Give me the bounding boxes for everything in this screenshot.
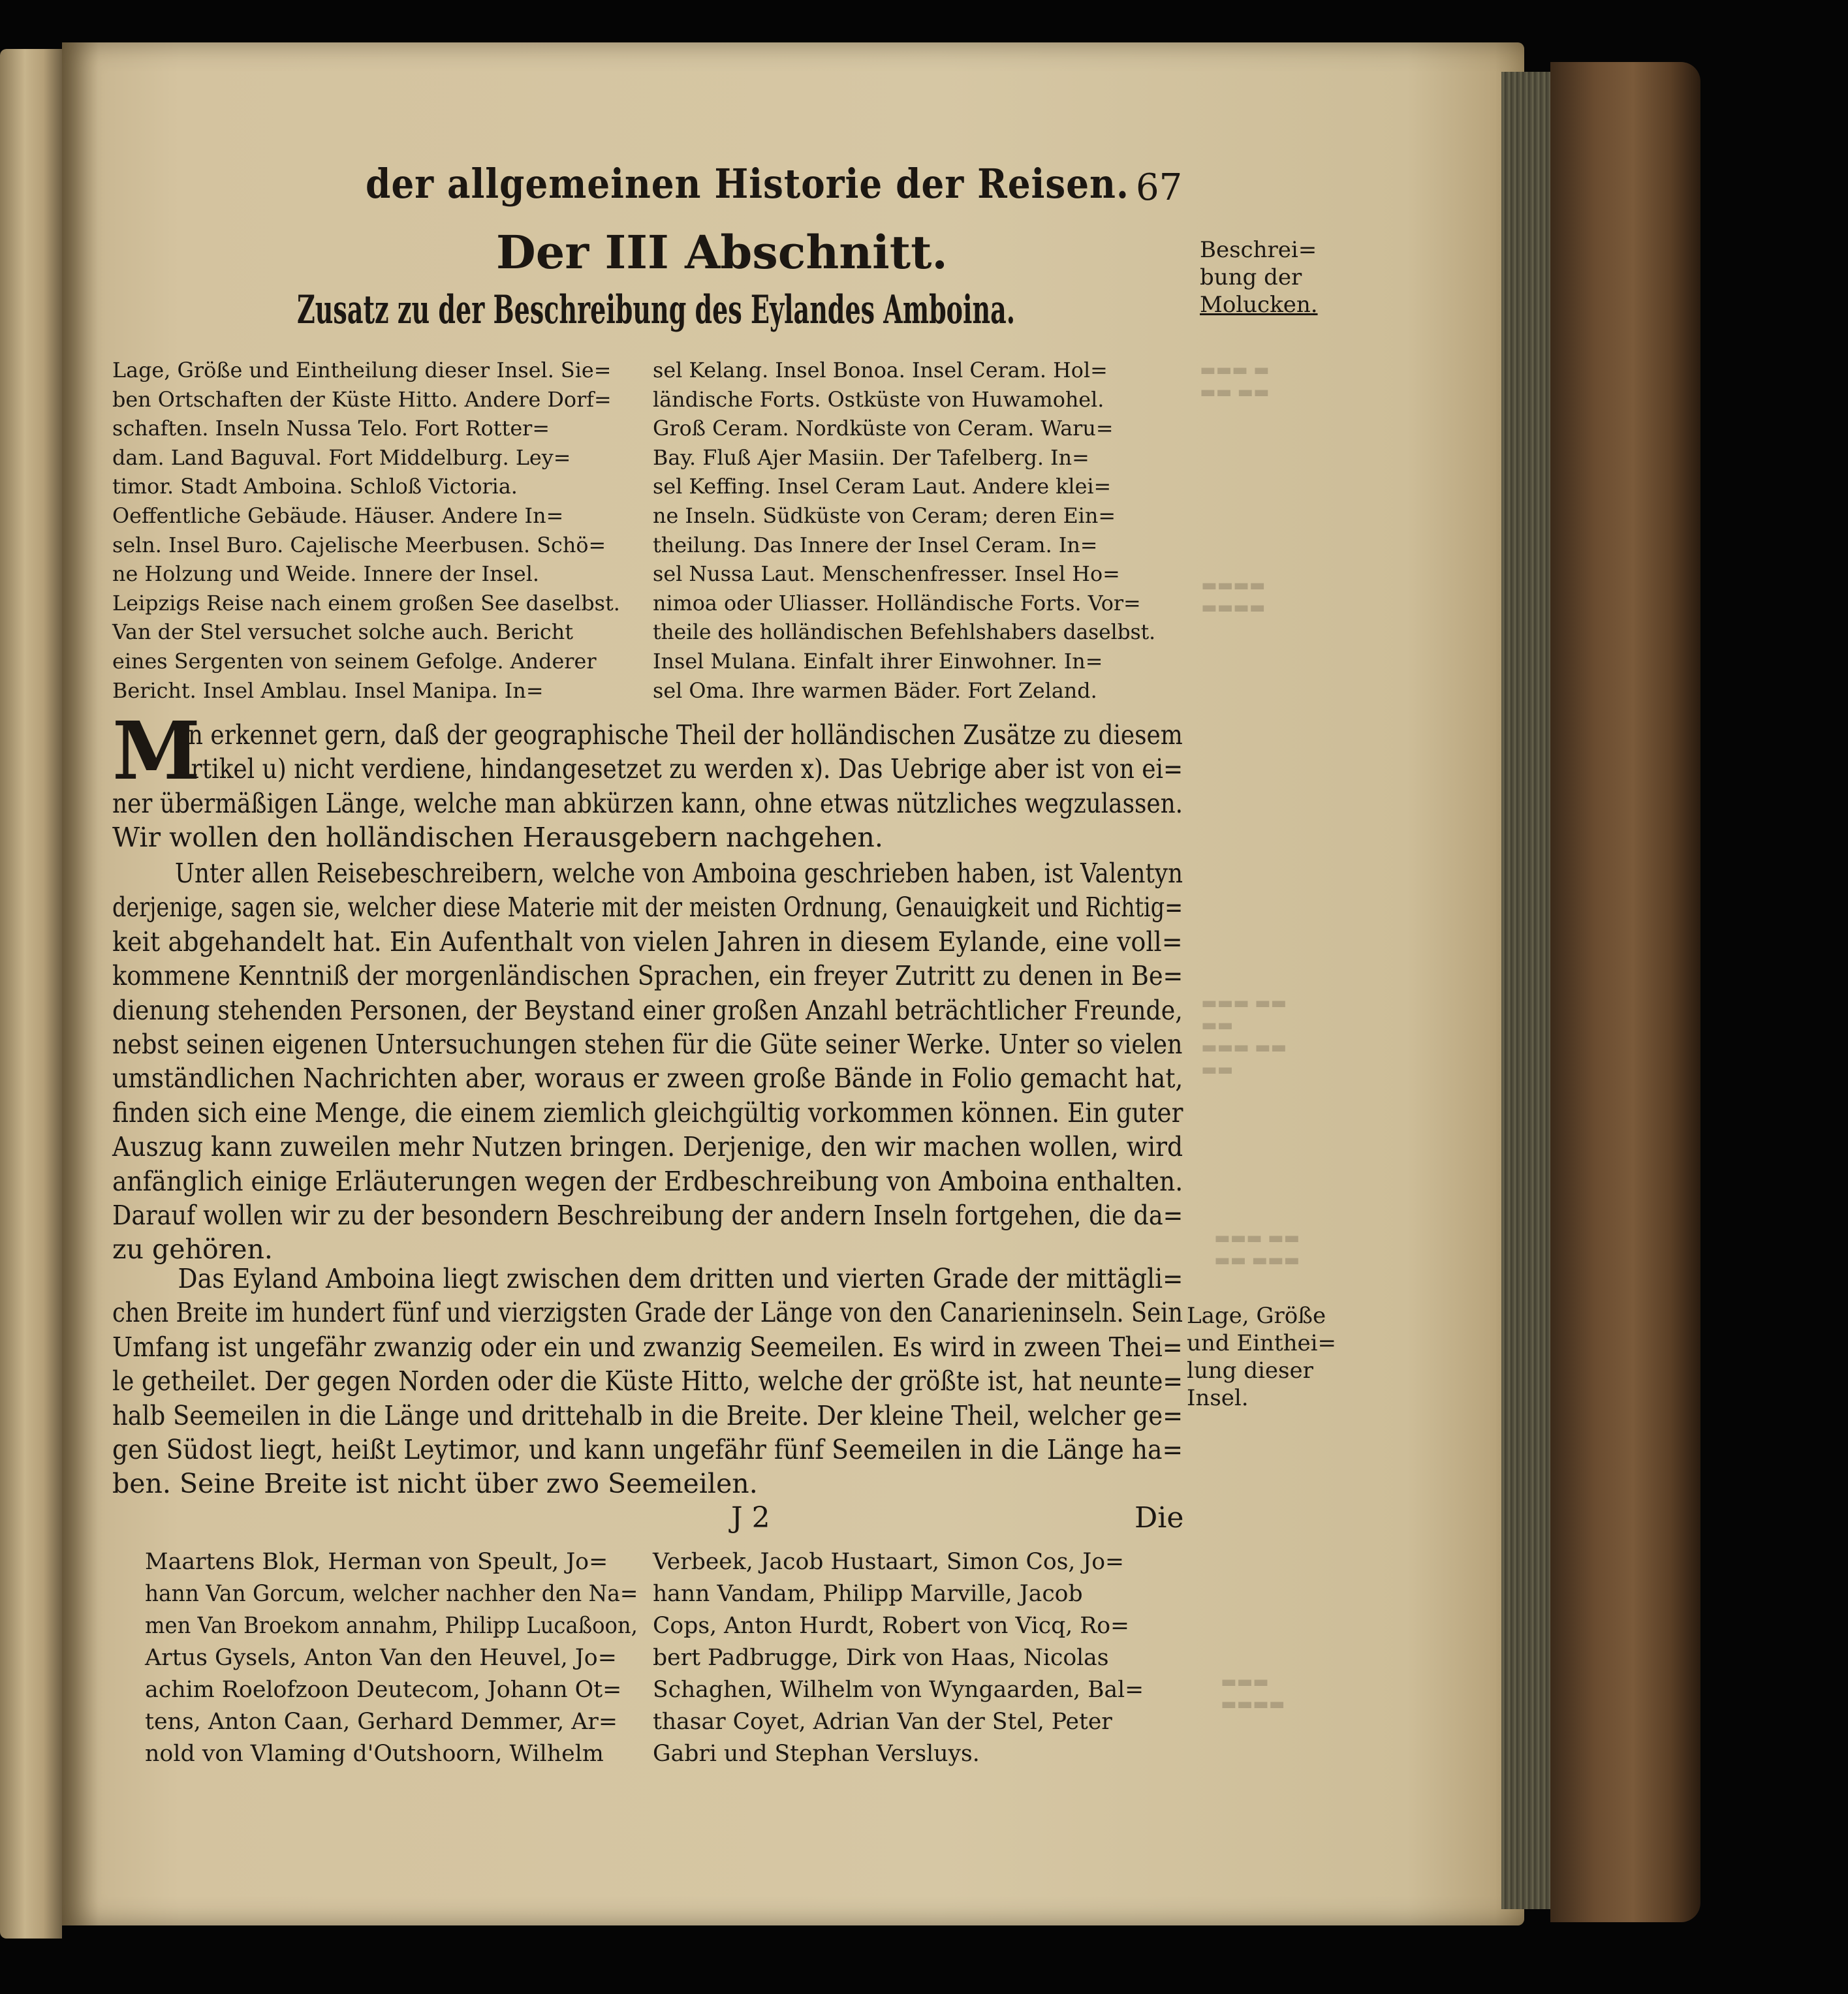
body-line: kommene Kenntniß der morgenländischen Sprachen, ein freyer Zutritt zu denen in Be= xyxy=(112,960,1183,992)
page-number: 67 xyxy=(1136,166,1183,209)
margin-note-line: bung der xyxy=(1200,264,1302,290)
margin-note-line: Lage, Größe xyxy=(1187,1303,1326,1329)
footnote-line: Maartens Blok, Herman von Speult, Jo= xyxy=(145,1549,608,1575)
previous-page-edge xyxy=(0,49,62,1939)
body-line: halb Seemeilen in die Länge und drittehalb in die Breite. Der kleine Theil, welcher ge= xyxy=(112,1399,1183,1431)
summary-line: Insel Mulana. Einfalt ihrer Einwohner. In= xyxy=(653,648,1103,674)
summary-line: sel Nussa Laut. Menschenfresser. Insel Ho= xyxy=(653,561,1120,587)
footnotes-left-column xyxy=(145,1546,641,1770)
summary-line: theilung. Das Innere der Insel Ceram. In= xyxy=(653,532,1098,557)
show-through-margin-2: ▬▬▬▬ ▬▬▬▬ xyxy=(1201,576,1266,617)
body-line: Umfang ist ungefähr zwanzig oder ein und zwanzig Seemeilen. Es wird in zween Thei= xyxy=(112,1331,1183,1363)
body-line: ner übermäßigen Länge, welche man abkürzen kann, ohne etwas nützliches wegzulassen. xyxy=(112,787,1183,819)
signature-mark: J 2 xyxy=(731,1501,770,1534)
body-line: Auszug kann zuweilen mehr Nutzen bringen. Derjenige, den wir machen wollen, wird xyxy=(112,1131,1183,1163)
body-line: gen Südost liegt, heißt Leytimor, und kann ungefähr fünf Seemeilen in die Länge ha= xyxy=(112,1433,1183,1465)
section-subtitle: Zusatz zu der Beschreibung des Eylandes Amboina. xyxy=(297,287,1016,333)
show-through-margin-4: ▬▬▬ ▬▬ ▬▬ ▬▬▬ xyxy=(1214,1228,1300,1270)
footnote-line: nold von Vlaming d'Outshoorn, Wilhelm xyxy=(145,1741,604,1767)
body-line: Darauf wollen wir zu der besondern Beschreibung der andern Inseln fortgehen, die da= xyxy=(112,1199,1183,1231)
summary-line: eines Sergenten von seinem Gefolge. Anderer xyxy=(112,648,597,674)
margin-note-line: Beschrei= xyxy=(1200,237,1317,263)
paragraph-3 xyxy=(112,1262,1183,1501)
summary-line: Bericht. Insel Amblau. Insel Manipa. In= xyxy=(112,678,544,703)
margin-note-top xyxy=(1200,236,1318,319)
summary-line: Leipzigs Reise nach einem großen See daselbst. xyxy=(112,590,620,615)
summary-line: seln. Insel Buro. Cajelische Meerbusen. Schö= xyxy=(112,532,606,557)
summary-line: dam. Land Baguval. Fort Middelburg. Ley= xyxy=(112,444,571,470)
summary-line: ländische Forts. Ostküste von Huwamohel. xyxy=(653,386,1104,412)
summary-line: Groß Ceram. Nordküste von Ceram. Waru= xyxy=(653,416,1114,441)
drop-cap: M xyxy=(112,704,201,798)
margin-note-line: Insel. xyxy=(1187,1385,1249,1411)
margin-note-line: und Einthei= xyxy=(1187,1330,1337,1356)
summary-line: sel Kelang. Insel Bonoa. Insel Ceram. Hol= xyxy=(653,358,1108,382)
body-line: finden sich eine Menge, die einem ziemlich gleichgültig vorkommen können. Ein guter xyxy=(112,1097,1183,1129)
footnote-line: tens, Anton Caan, Gerhard Demmer, Ar= xyxy=(145,1709,618,1735)
summary-line: schaften. Inseln Nussa Telo. Fort Rotter= xyxy=(112,416,550,441)
body-line: zu gehören. xyxy=(112,1234,273,1266)
paragraph-1 xyxy=(112,718,1183,855)
footnote-line: bert Padbrugge, Dirk von Haas, Nicolas xyxy=(653,1645,1109,1671)
footnotes-right-column xyxy=(653,1546,1162,1770)
summary-line: Lage, Größe und Eintheilung dieser Insel. Sie= xyxy=(112,358,612,382)
summary-line: nimoa oder Uliasser. Holländische Forts. Vor= xyxy=(653,590,1141,615)
summary-line: sel Oma. Ihre warmen Bäder. Fort Zeland. xyxy=(653,678,1097,703)
summary-right-column xyxy=(653,356,1159,705)
body-line: umständlichen Nachrichten aber, woraus er zween große Bände in Folio gemacht hat, xyxy=(112,1063,1183,1095)
footnote-line: achim Roelofzoon Deutecom, Johann Ot= xyxy=(145,1677,622,1703)
footnote-line: Schaghen, Wilhelm von Wyngaarden, Bal= xyxy=(653,1677,1144,1703)
body-line: keit abgehandelt hat. Ein Aufenthalt von vielen Jahren in diesem Eylande, eine voll= xyxy=(112,926,1183,958)
body-line: ben. Seine Breite ist nicht über zwo Seemeilen. xyxy=(112,1468,758,1500)
summary-line: Oeffentliche Gebäude. Häuser. Andere In= xyxy=(112,503,564,528)
body-line: Unter allen Reisebeschreibern, welche von Amboina geschrieben haben, ist Valentyn xyxy=(174,858,1183,889)
body-line: dienung stehenden Personen, der Beystand einer großen Anzahl beträchtlicher Freunde, xyxy=(112,994,1183,1026)
section-title: Der III Abschnitt. xyxy=(496,225,948,279)
running-head: der allgemeinen Historie der Reisen. xyxy=(366,160,1129,208)
summary-line: ben Ortschaften der Küste Hitto. Andere Dorf= xyxy=(112,386,612,412)
summary-line: theile des holländischen Befehlshabers daselbst. xyxy=(653,619,1156,645)
margin-note-line: Molucken. xyxy=(1200,292,1318,318)
body-line: Das Eyland Amboina liegt zwischen dem dritten und vierten Grade der mittägli= xyxy=(178,1263,1183,1294)
body-line: Wir wollen den holländischen Herausgebern nachgehen. xyxy=(112,822,883,854)
paragraph-2 xyxy=(112,856,1183,1267)
summary-line: ne Inseln. Südküste von Ceram; deren Ein= xyxy=(653,503,1116,528)
footnote-line: men Van Broekom annahm, Philipp Lucaßoon, xyxy=(145,1613,638,1639)
body-line: chen Breite im hundert fünf und vierzigsten Grade der Länge von den Canarieninseln. Sein xyxy=(112,1297,1183,1329)
body-line: nebst seinen eigenen Untersuchungen stehen für die Güte seiner Werke. Unter so vielen xyxy=(112,1028,1183,1060)
footnote-line: Cops, Anton Hurdt, Robert von Vicq, Ro= xyxy=(653,1613,1129,1639)
footnote-line: Gabri und Stephan Versluys. xyxy=(653,1741,980,1767)
show-through-margin-5: ▬▬▬ ▬▬▬▬ xyxy=(1221,1672,1285,1714)
footnote-line: hann Van Gorcum, welcher nachher den Na= xyxy=(145,1581,638,1607)
margin-note-middle xyxy=(1187,1302,1336,1412)
body-line: an erkennet gern, daß der geographische Theil der holländischen Zusätze zu diesem xyxy=(174,719,1183,751)
footnote-line: Verbeek, Jacob Hustaart, Simon Cos, Jo= xyxy=(653,1549,1125,1575)
body-line: derjenige, sagen sie, welcher diese Materie mit der meisten Ordnung, Genauigkeit und Richtig= xyxy=(112,892,1183,924)
footnote-line: hann Vandam, Philipp Marville, Jacob xyxy=(653,1581,1083,1607)
body-line: anfänglich einige Erläuterungen wegen der Erdbeschreibung von Amboina enthalten. xyxy=(112,1165,1183,1197)
book-cover xyxy=(1550,62,1700,1922)
footnote-line: thasar Coyet, Adrian Van der Stel, Peter xyxy=(653,1709,1112,1735)
page-stack-edge xyxy=(1501,72,1550,1909)
summary-line: Van der Stel versuchet solche auch. Bericht xyxy=(112,619,573,645)
summary-line: sel Keffing. Insel Ceram Laut. Andere klei= xyxy=(653,474,1112,499)
summary-line: ne Holzung und Weide. Innere der Insel. xyxy=(112,561,539,587)
margin-note-line: lung dieser xyxy=(1187,1358,1313,1384)
show-through-margin-1: ▬▬▬ ▬ ▬▬ ▬▬ xyxy=(1200,360,1270,402)
show-through-margin-3: ▬▬▬ ▬▬ ▬▬ ▬▬▬ ▬▬ ▬▬ xyxy=(1201,993,1287,1080)
body-line: Artikel u) nicht verdiene, hindangesetzet zu werden x). Das Uebrige aber ist von ei= xyxy=(174,753,1183,785)
summary-left-column xyxy=(112,356,634,705)
summary-line: Bay. Fluß Ajer Masiin. Der Tafelberg. In= xyxy=(653,444,1089,470)
body-line: le getheilet. Der gegen Norden oder die Küste Hitto, welche der größte ist, hat neunte= xyxy=(112,1365,1183,1397)
catchword: Die xyxy=(1135,1501,1184,1534)
footnote-line: Artus Gysels, Anton Van den Heuvel, Jo= xyxy=(145,1645,617,1671)
summary-line: timor. Stadt Amboina. Schloß Victoria. xyxy=(112,474,518,499)
